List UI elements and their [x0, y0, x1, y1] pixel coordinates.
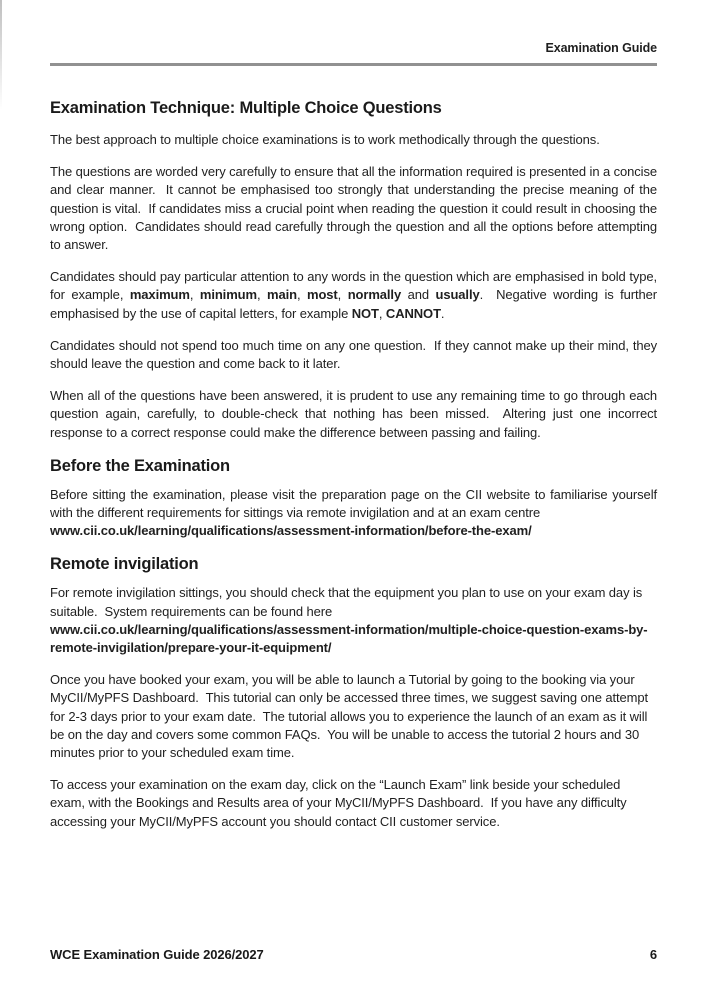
section-heading: Before the Examination — [50, 456, 230, 475]
paragraph — [50, 584, 657, 657]
footer-document-title: WCE Examination Guide 2026/2027 — [50, 947, 264, 962]
paragraph — [50, 268, 657, 323]
paragraph — [50, 486, 657, 541]
body-text: For remote invigilation sittings, you should check that the equipment you plan to use on your exam day is suitable. System requirements can be found here — [50, 585, 643, 619]
body-text: , — [378, 305, 386, 321]
bold-text: most — [306, 287, 338, 303]
bold-text: maximum — [129, 287, 190, 303]
body-text: . Negative wording is further emphasised by the use of capital letters, for example — [50, 287, 658, 321]
body-text: , — [256, 287, 267, 303]
body-text: . — [440, 305, 445, 321]
paragraph — [50, 131, 657, 149]
bold-text: usually — [435, 287, 480, 303]
bold-text: NOT — [351, 305, 379, 321]
footer-page-number: 6 — [649, 947, 657, 962]
section-heading: Examination Technique: Multiple Choice Questions — [50, 99, 442, 117]
body-text: When all of the questions have been answered, it is prudent to use any remaining time to go through each question again, carefully, to double-check that nothing has been missed. Altering just one incorrect response to a correct response could make the difference between passing and failing. — [50, 388, 657, 440]
body-text: The questions are worded very carefully to ensure that all the information required is presented in a concise and clear manner. It cannot be emphasised too strongly that understanding the precise meaning of the question is vital. If candidates miss a crucial point when reading the question it could result in choosing the wrong option. Candidates should read carefully through the question and all the options before attempting to answer. — [50, 164, 657, 253]
bold-text: normally — [347, 287, 402, 303]
bold-text: minimum — [199, 287, 257, 303]
paragraph — [50, 671, 657, 762]
url-text: www.cii.co.uk/learning/qualifications/assessment-information/multiple-choice-question-exams-by-remote-invigilation/prepare-your-it-equipment/ — [50, 621, 648, 656]
paragraph — [50, 387, 657, 442]
bold-text: CANNOT — [385, 305, 441, 321]
url-text: www.cii.co.uk/learning/qualifications/assessment-information/before-the-exam/ — [50, 523, 532, 539]
body-text: , — [296, 287, 307, 303]
body-text: and — [401, 287, 436, 303]
body-text: Candidates should pay particular attention to any words in the question which are emphasised in bold type, for example, — [50, 269, 657, 303]
body-text: To access your examination on the exam day, click on the “Launch Exam” link beside your scheduled exam, with the Bookings and Results area of your MyCII/MyPFS Dashboard. If you have any difficulty accessing your MyCII/MyPFS account you should contact CII customer service. — [50, 777, 627, 829]
body-text: Once you have booked your exam, you will be able to launch a Tutorial by going to the booking via your MyCII/MyPFS Dashboard. This tutorial can only be accessed three times, we suggest saving one attempt for 2-3 days prior to your exam date. The tutorial allows you to experience the launch of an exam as it will be on the day and covers some common FAQs. You will be unable to access the tutorial 2 hours and 30 minutes prior to your scheduled exam time. — [50, 672, 649, 761]
body-text: The best approach to multiple choice examinations is to work methodically through the questions. — [50, 132, 600, 147]
section-heading: Remote invigilation — [50, 555, 199, 574]
page-footer — [50, 948, 657, 962]
paragraph — [50, 337, 657, 373]
body-text: Before sitting the examination, please visit the preparation page on the CII website to familiarise yourself with the different requirements for sittings via remote invigilation and at an exam centre — [50, 486, 657, 521]
body-text: , — [189, 287, 200, 303]
header-title: Examination Guide — [545, 41, 657, 55]
scan-edge-artifact — [0, 0, 2, 110]
body-text: , — [337, 287, 348, 303]
body-text: Candidates should not spend too much time on any one question. If they cannot make up their mind, they should leave the question and come back to it later. — [50, 337, 657, 372]
paragraph — [50, 776, 657, 831]
page-header — [50, 0, 657, 66]
bold-text: main — [267, 287, 297, 303]
paragraph — [50, 163, 657, 254]
document-body — [50, 66, 657, 845]
